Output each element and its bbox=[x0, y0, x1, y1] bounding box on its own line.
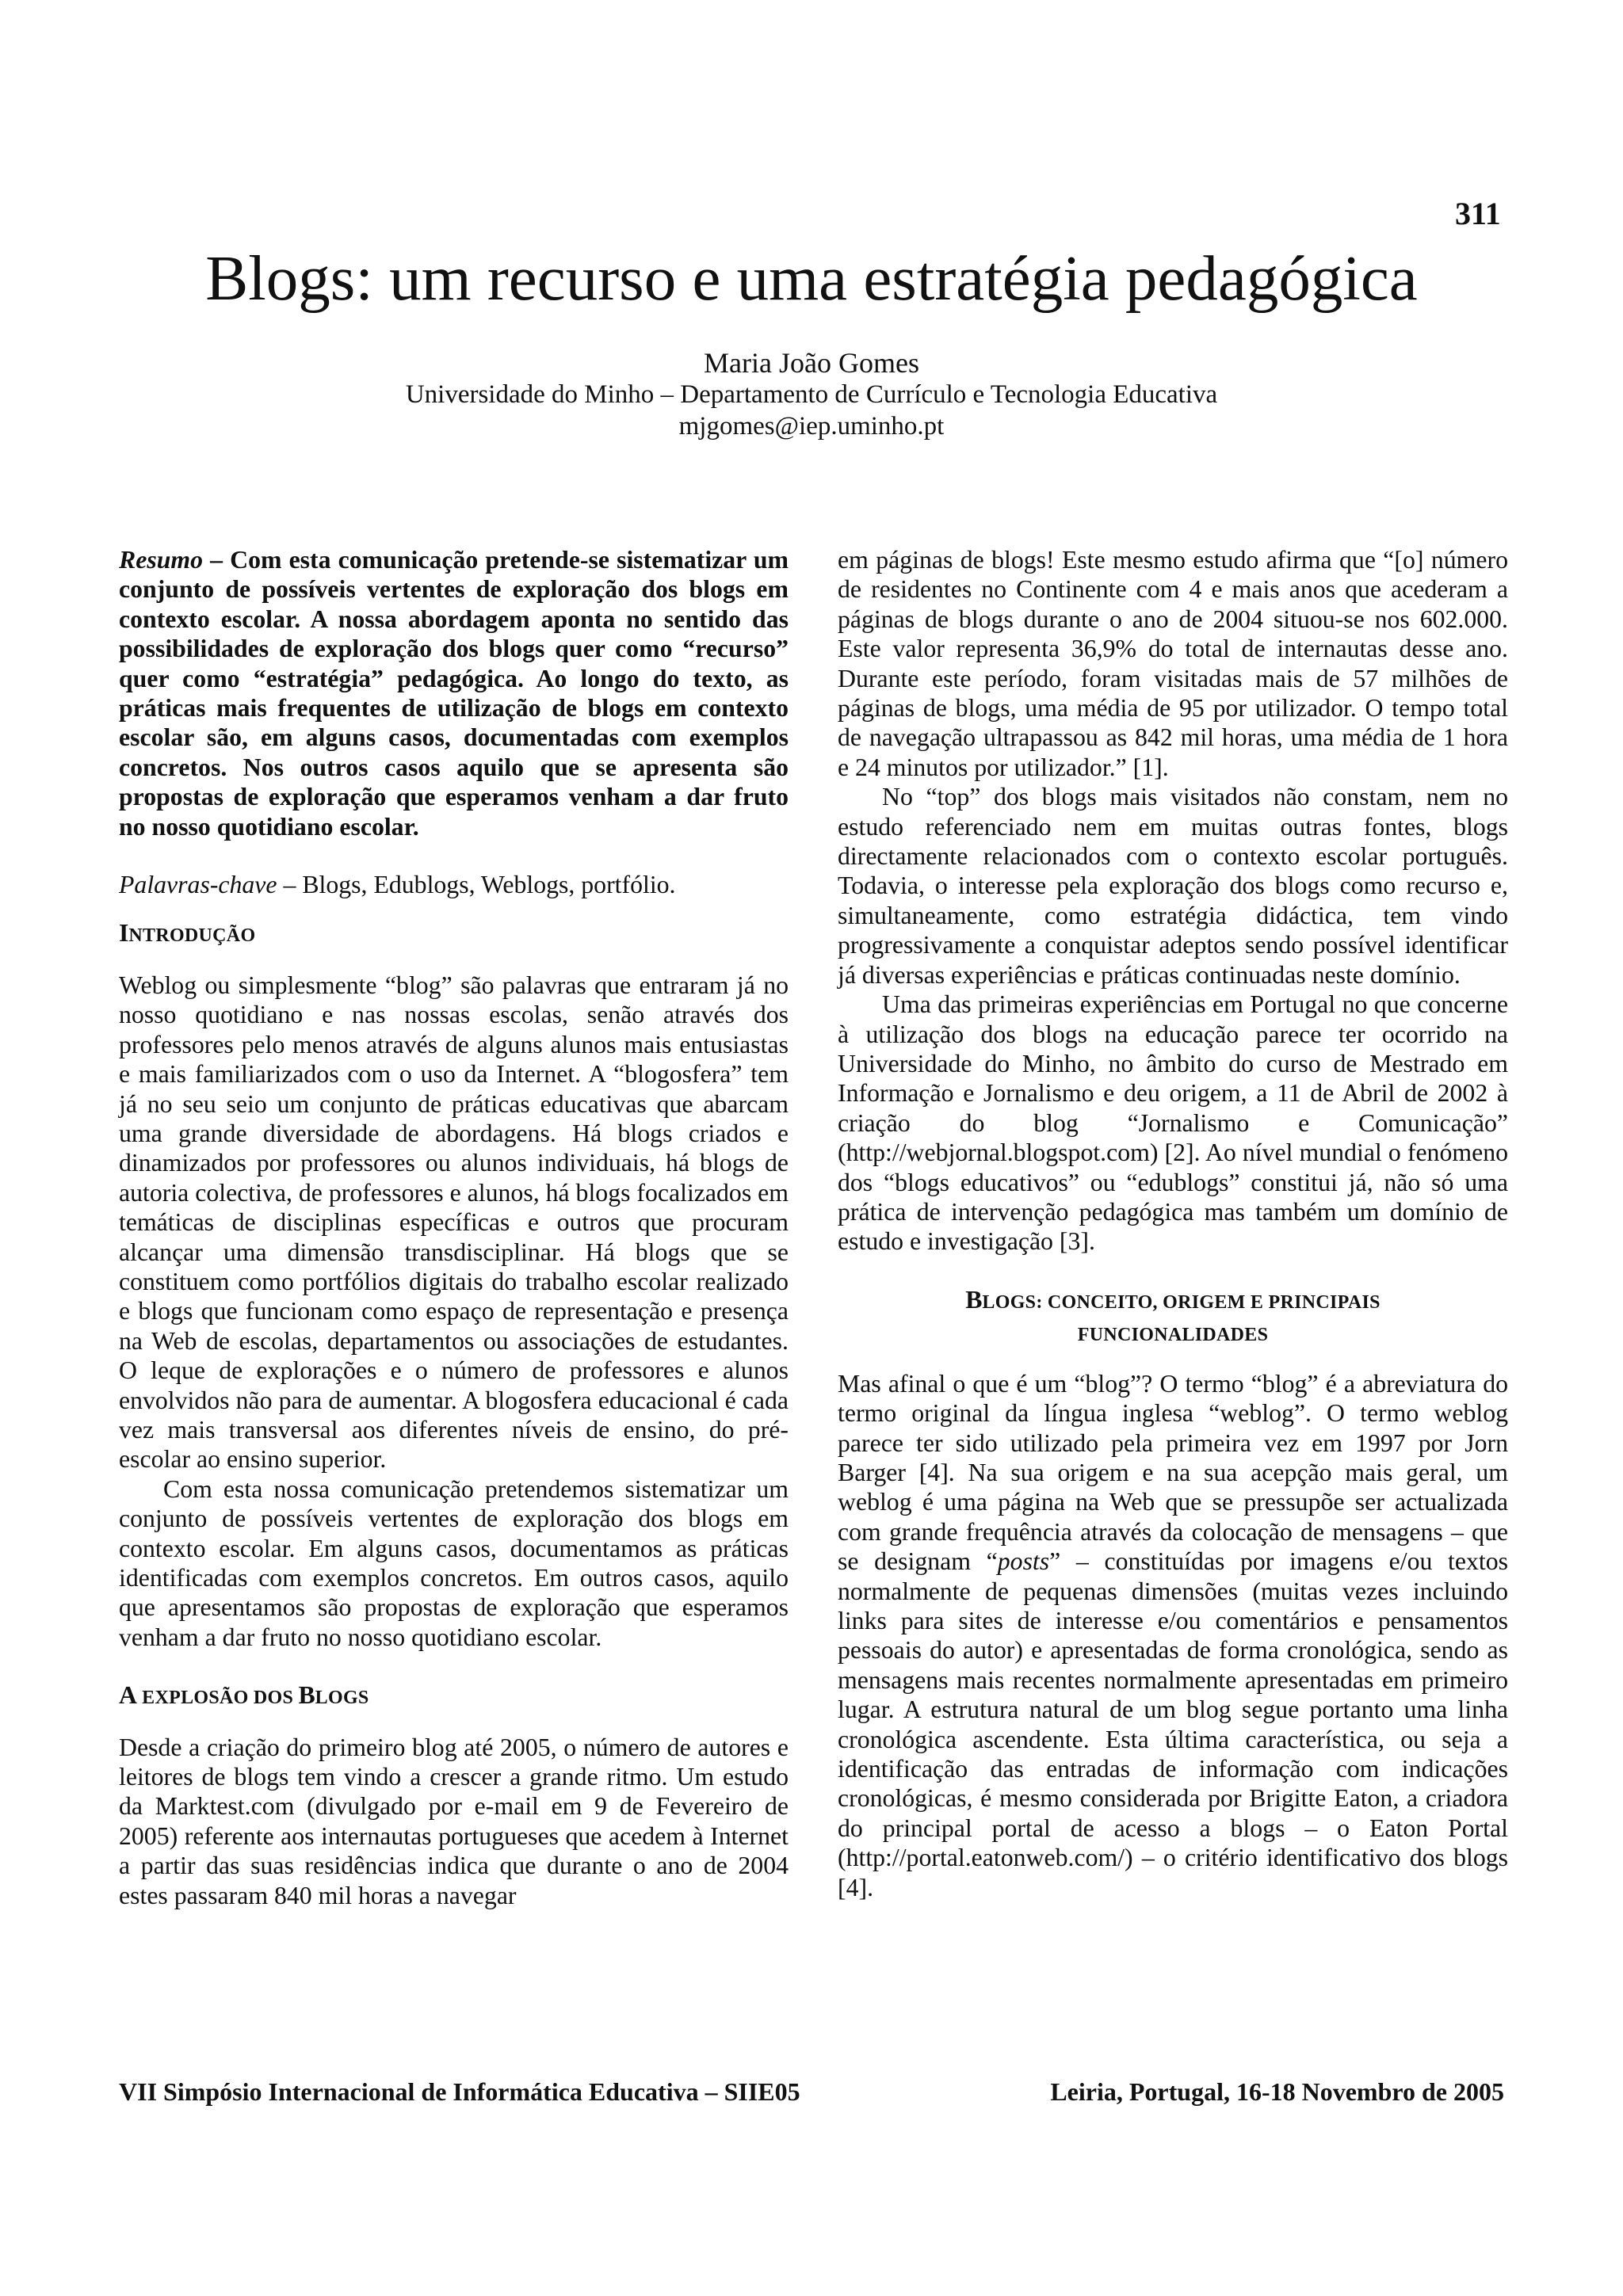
concept-paragraph-1: Mas afinal o que é um “blog”? O termo “blog” é a abreviatura do termo original da língua inglesa “weblog”. O termo weblog parece ter sido utilizado pela primeira vez em 1997 por Jorn Barger [4]. Na sua origem e na sua acepção mais geral, um weblog é uma página na Web que se pressupõe ser actualizada com grande frequência através da colocação de mensagens – que se designam “posts” – constituídas por imagens e/ou textos normalmente de pequenas dimensões (muitas vezes incluindo links para sites de interesse e/ou comentários e pensamentos pessoais do autor) e apresentadas de forma cronológica, sendo as mensagens mais recentes normalmente apresentadas em primeiro lugar. A estrutura natural de um blog segue portanto uma linha cronológica ascendente. Esta última característica, ou seja a identificação das entradas de informação com indicações cronológicas, é mesmo considerada por Brigitte Eaton, a criadora do principal portal de acesso a blogs – o Eaton Portal (http://portal.eatonweb.com/) – o critério identificativo dos blogs [4]. bbox=[838, 1369, 1508, 1901]
abstract-label: Resumo bbox=[119, 546, 204, 574]
explosion-paragraph-2: No “top” dos blogs mais visitados não constam, nem no estudo referenciado nem em muitas outras fontes, blogs directamente relacionados com o contexto escolar português. Todavia, o interesse pela exploração dos blogs como recurso e, simultaneamente, como estratégia didáctica, tem vindo progressivamente a conquistar adeptos sendo possível identificar já diversas experiências e práticas continuadas neste domínio. bbox=[838, 783, 1508, 989]
author-name: Maria João Gomes bbox=[704, 347, 919, 379]
author-email: mjgomes@iep.uminho.pt bbox=[678, 412, 945, 441]
heading-blogs-conceito: BLOGS: CONCEITO, ORIGEM E PRINCIPAIS FUNCIONALIDADES bbox=[965, 1285, 1381, 1345]
intro-paragraph-2: Com esta nossa comunicação pretendemos sistematizar um conjunto de possíveis vertentes de exploração dos blogs em contexto escolar. Em alguns casos, documentamos as práticas identificadas com exemplos concretos. Em outros casos, aquilo que apresentamos são propostas de exploração que esperamos venham a dar fruto no nosso quotidiano escolar. bbox=[119, 1474, 789, 1651]
left-column bbox=[119, 545, 789, 1910]
author-affiliation: Universidade do Minho – Departamento de Currículo e Tecnologia Educativa bbox=[405, 380, 1218, 409]
page-number: 311 bbox=[1455, 196, 1501, 231]
footer-location-date: Leiria, Portugal, 16-18 Novembro de 2005 bbox=[1050, 2077, 1504, 2106]
author-block bbox=[0, 347, 1623, 442]
explosion-paragraph-1: Desde a criação do primeiro blog até 2005, o número de autores e leitores de blogs tem vindo a crescer a grande ritmo. Um estudo da Marktest.com (divulgado por e-mail em 9 de Fevereiro de 2005) referente aos internautas portugueses que acedem à Internet a partir das suas residências indica que durante o ano de 2004 estes passaram 840 mil horas a navegar bbox=[119, 1733, 789, 1909]
keywords bbox=[119, 870, 789, 899]
explosion-paragraph-3: Uma das primeiras experiências em Portugal no que concerne à utilização dos blogs na educação parece ter ocorrido na Universidade do Minho, no âmbito do curso de Mestrado em Informação e Jornalismo e deu origem, a 11 de Abril de 2002 à criação do blog “Jornalismo e Comunicação” (http://webjornal.blogspot.com) [2]. Ao nível mundial o fenómeno dos “blogs educativos” ou “edublogs” constitui já, não só uma prática de intervenção pedagógica mas também um domínio de estudo e investigação [3]. bbox=[838, 990, 1508, 1256]
right-column bbox=[838, 545, 1508, 1902]
keywords-label: Palavras-chave bbox=[119, 871, 277, 899]
abstract bbox=[119, 545, 789, 841]
posts-term: posts bbox=[997, 1547, 1050, 1576]
intro-paragraph-1: Weblog ou simplesmente “blog” são palavras que entraram já no nosso quotidiano e nas nossas escolas, senão através dos professores pelo menos através de alguns alunos mais entusiastas e mais familiarizados com o uso da Internet. A “blogosfera” tem já no seu seio um conjunto de práticas educativas que abarcam uma grande diversidade de abordagens. Há blogs criados e dinamizados por professores ou alunos individuais, há blogs de autoria colectiva, de professores e alunos, há blogs focalizados em temáticas de disciplinas específicas e outros que procuram alcançar uma dimensão transdisciplinar. Há blogs que se constituem como portfólios digitais do trabalho escolar realizado e blogs que funcionam como espaço de representação e presença na Web de escolas, departamentos ou associações de estudantes. O leque de explorações e o número de professores e alunos envolvidos não para de aumentar. A blogosfera educacional é cada vez mais transversal aos diferentes níveis de ensino, do pré-escolar ao ensino superior. bbox=[119, 971, 789, 1474]
abstract-text: – Com esta comunicação pretende-se sistematizar um conjunto de possíveis vertentes de exploração dos blogs em contexto escolar. A nossa abordagem aponta no sentido das possibilidades de exploração dos blogs quer como “recurso” quer como “estratégia” pedagógica. Ao longo do texto, as práticas mais frequentes de utilização de blogs em contexto escolar são, em alguns casos, documentadas com exemplos concretos. Nos outros casos aquilo que se apresenta são propostas de exploração que esperamos venham a dar fruto no nosso quotidiano escolar. bbox=[119, 546, 789, 841]
keywords-text: – Blogs, Edublogs, Weblogs, portfólio. bbox=[277, 871, 676, 899]
heading-explosao-blogs: A EXPLOSÃO DOS BLOGS bbox=[119, 1681, 369, 1710]
explosion-paragraph-1-continued: em páginas de blogs! Este mesmo estudo afirma que “[o] número de residentes no Continente com 4 e mais anos que acederam a páginas de blogs durante o ano de 2004 situou-se nos 602.000. Este valor representa 36,9% do total de internautas desse ano. Durante este período, foram visitadas mais de 57 milhões de páginas de blogs, uma média de 95 por utilizador. O tempo total de navegação ultrapassou as 842 mil horas, uma média de 1 hora e 24 minutos por utilizador.” [1]. bbox=[838, 546, 1508, 781]
heading-introducao: INTRODUÇÃO bbox=[119, 919, 256, 948]
footer-conference: VII Simpósio Internacional de Informática Educativa – SIIE05 bbox=[119, 2077, 800, 2106]
paper-title: Blogs: um recurso e uma estratégia pedagógica bbox=[205, 242, 1418, 314]
